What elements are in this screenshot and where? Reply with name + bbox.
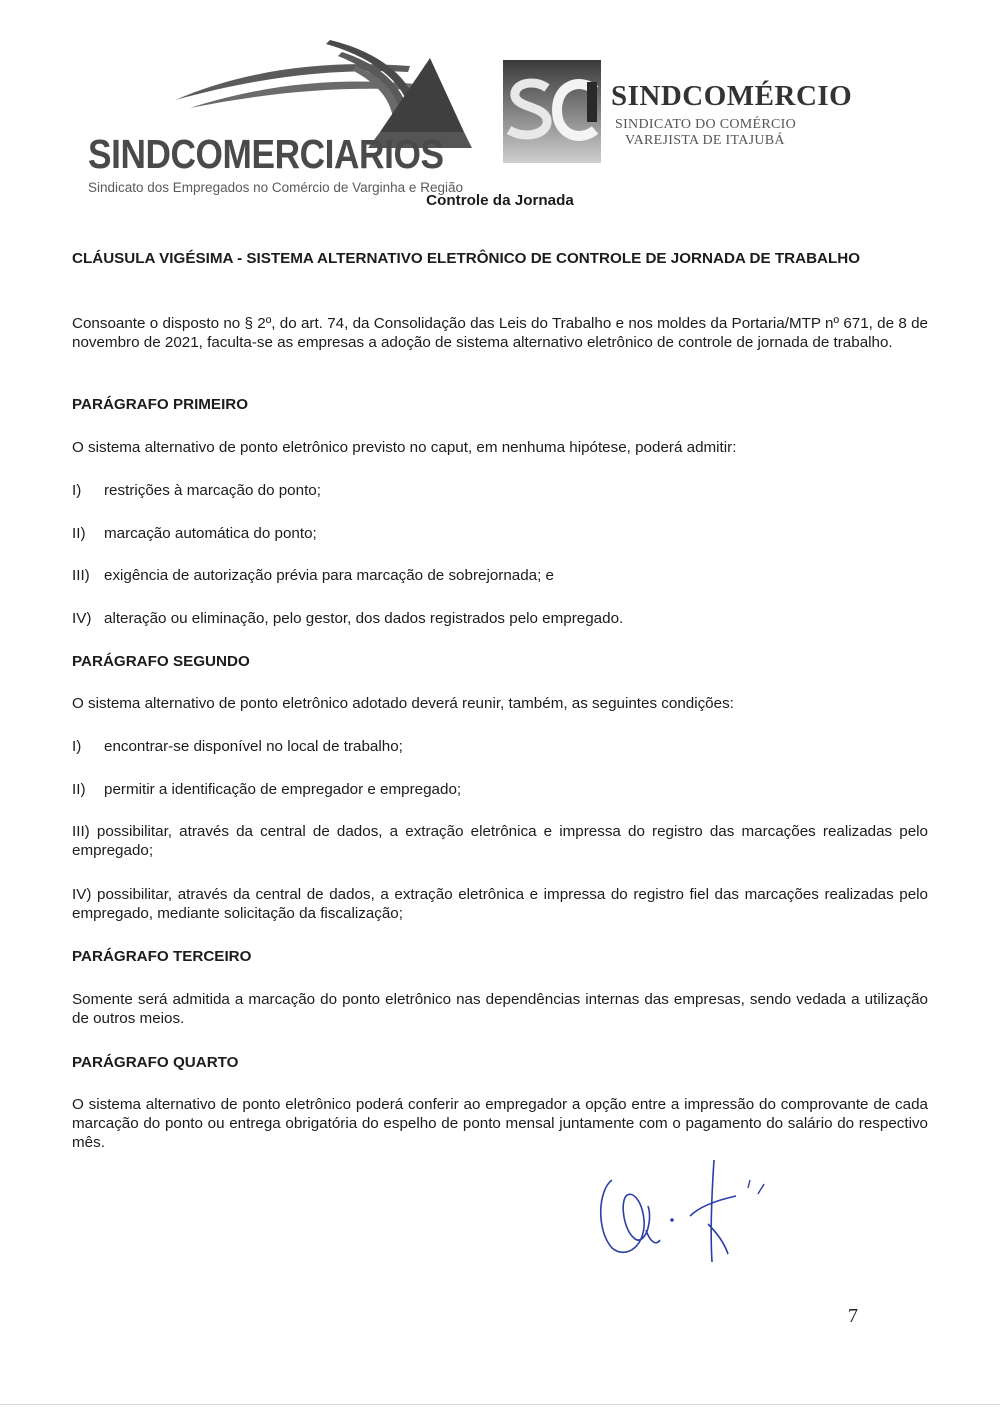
- paragraph-2-heading: PARÁGRAFO SEGUNDO: [72, 653, 250, 670]
- list-item-number: IV): [72, 610, 92, 627]
- right-logo-subtitle-2: VAREJISTA DE ITAJUBÁ: [625, 133, 785, 148]
- paragraph-1-heading: PARÁGRAFO PRIMEIRO: [72, 396, 249, 413]
- list-item-text: marcação automática do ponto;: [104, 525, 317, 542]
- list-item-text: possibilitar, através da central de dados, a extração eletrônica e impressa do registro das marcações realizadas pelo empregado;: [72, 823, 928, 859]
- list-item: [72, 780, 928, 799]
- list-item: [72, 609, 928, 628]
- list-item-text: permitir a identificação de empregador e empregado;: [104, 781, 462, 798]
- paragraph-2-lead: O sistema alternativo de ponto eletrônico adotado deverá reunir, também, as seguintes condições:: [72, 695, 734, 712]
- list-item: [72, 737, 928, 756]
- list-item: [72, 822, 928, 860]
- list-item: [72, 481, 928, 500]
- handwritten-signature: [590, 1150, 790, 1270]
- list-item-number: II): [72, 781, 86, 798]
- list-item-text: exigência de autorização prévia para marcação de sobrejornada; e: [104, 567, 554, 584]
- paragraph-4-heading: PARÁGRAFO QUARTO: [72, 1054, 239, 1071]
- right-logo-subtitle-1: SINDICATO DO COMÉRCIO: [615, 117, 797, 132]
- clause-title: CLÁUSULA VIGÉSIMA - SISTEMA ALTERNATIVO ELETRÔNICO DE CONTROLE DE JORNADA DE TRABALHO: [72, 250, 861, 267]
- list-item: [72, 885, 928, 923]
- list-item-number: II): [72, 525, 86, 542]
- list-item-number: IV): [72, 886, 92, 903]
- list-item-text: alteração ou eliminação, pelo gestor, dos dados registrados pelo empregado.: [104, 610, 624, 627]
- sindcomerciarios-logo: [80, 38, 480, 195]
- list-item: [72, 524, 928, 543]
- list-item-text: restrições à marcação do ponto;: [104, 482, 321, 499]
- page-number: 7: [848, 1305, 858, 1327]
- list-item-number: I): [72, 738, 82, 755]
- paragraph-3-text: Somente será admitida a marcação do ponto eletrônico nas dependências internas das empresas, sendo vedada a utilização de outros meios.: [72, 991, 928, 1027]
- paragraph-4-text: O sistema alternativo de ponto eletrônico poderá conferir ao empregador a opção entre a impressão do comprovante de cada marcação do ponto ou entrega obrigatória do espelho de ponto mensal juntamente com o pagamento do salário do respectivo mês.: [72, 1096, 928, 1151]
- paragraph-3-heading: PARÁGRAFO TERCEIRO: [72, 948, 252, 965]
- sindcomercio-logo: [503, 60, 883, 165]
- paragraph-1-lead: O sistema alternativo de ponto eletrônico previsto no caput, em nenhuma hipótese, poderá admitir:: [72, 439, 737, 456]
- right-logo-name: SINDCOMÉRCIO: [611, 80, 853, 112]
- left-logo-tagline: Sindicato dos Empregados no Comércio de Varginha e Região: [88, 180, 463, 195]
- section-title: Controle da Jornada: [426, 192, 574, 209]
- list-item-text: encontrar-se disponível no local de trabalho;: [104, 738, 403, 755]
- list-item-number: I): [72, 482, 82, 499]
- left-logo-name: SINDCOMERCIARIOS: [88, 131, 444, 177]
- clause-intro: Consoante o disposto no § 2º, do art. 74, da Consolidação das Leis do Trabalho e nos moldes da Portaria/MTP nº 671, de 8 de novembro de 2021, faculta-se as empresas a adoção de sistema alternativo eletrônico de controle de jornada de trabalho.: [72, 315, 928, 351]
- sc-monogram-icon: [503, 60, 601, 163]
- list-item: [72, 566, 928, 585]
- scan-edge-divider: [0, 1404, 1000, 1405]
- list-item-number: III): [72, 823, 90, 840]
- list-item-text: possibilitar, através da central de dados, a extração eletrônica e impressa do registro fiel das marcações realizadas pelo empregado, mediante solicitação da fiscalização;: [72, 886, 928, 922]
- list-item-number: III): [72, 567, 90, 584]
